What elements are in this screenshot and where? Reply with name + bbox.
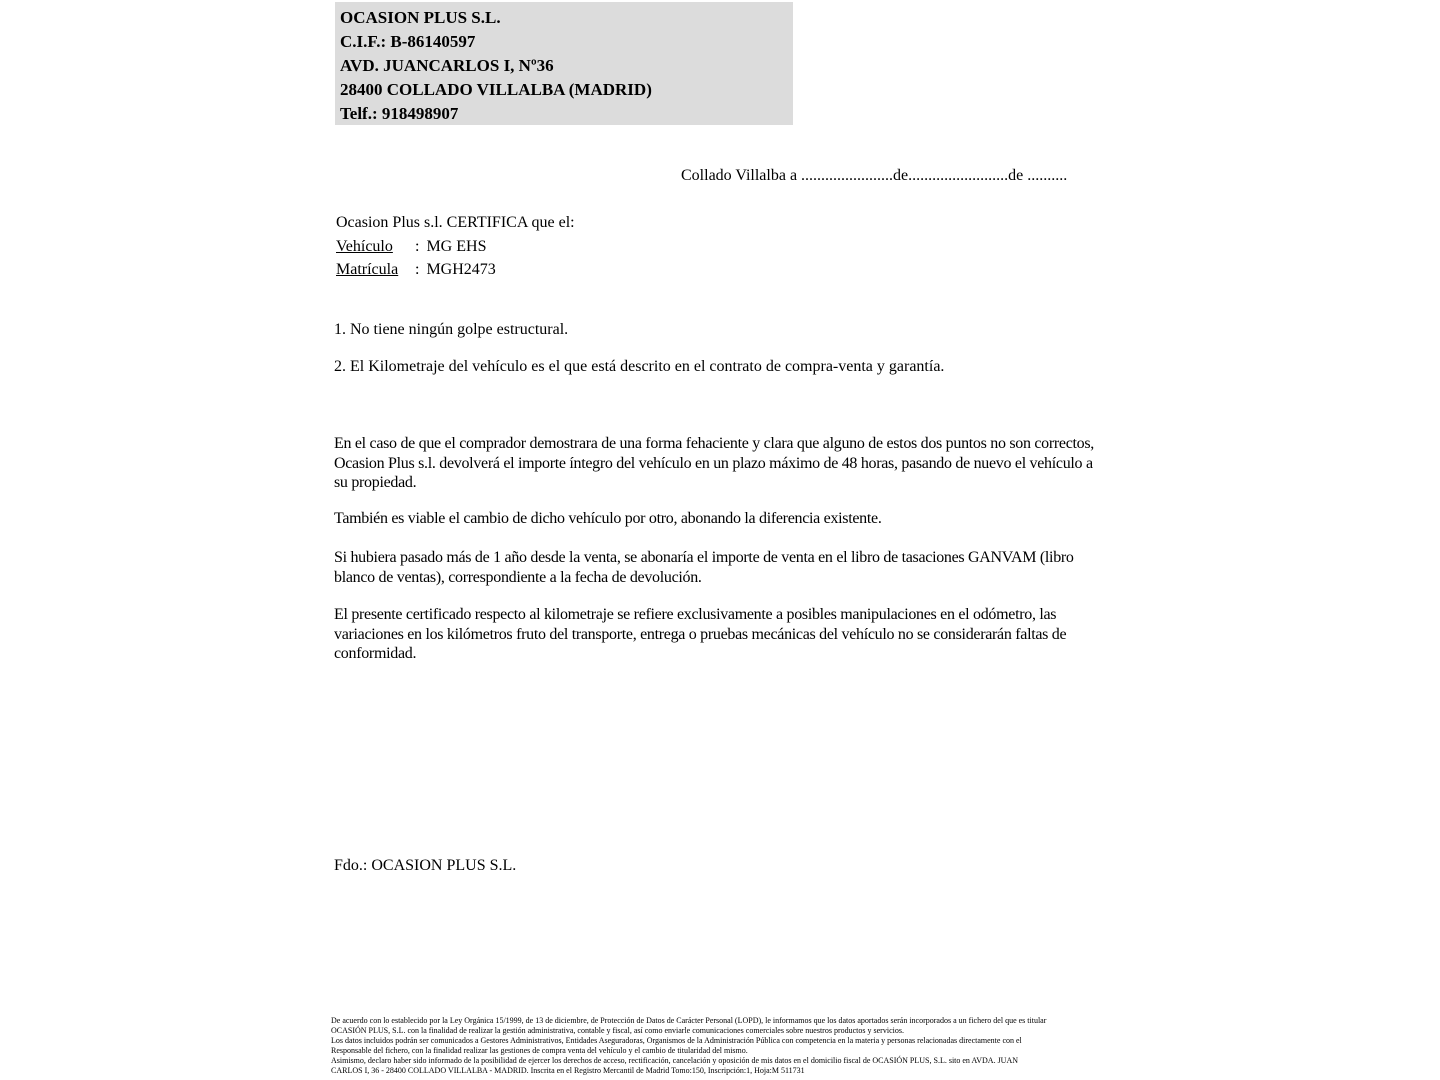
legal-footer-line: Responsable del fichero, con la finalidad realizar las gestiones de compra venta del vehículo y el cambio de titularidad del mismo. — [331, 1046, 748, 1055]
vehicle-label: Vehículo — [336, 237, 393, 255]
condition-list — [334, 320, 944, 394]
signature-line: Fdo.: OCASION PLUS S.L. — [334, 857, 517, 874]
company-name: OCASION PLUS S.L. — [340, 8, 501, 27]
certification-block — [336, 211, 575, 282]
body-paragraph-odometer: El presente certificado respecto al kilometraje se refiere exclusivamente a posibles manipulaciones en el odómetro, las variaciones en los kilómetros fruto del transporte, entrega o pruebas mecánicas del vehículo no se considerarán faltas de conformidad. — [334, 606, 1067, 662]
legal-footer-line: OCASIÓN PLUS, S.L. con la finalidad de realizar la gestión administrativa, contable y fiscal, así como enviarle comunicaciones comerciales sobre nuestros productos y servicios. — [331, 1026, 904, 1035]
company-header-box — [335, 2, 793, 125]
body-paragraph-refund: En el caso de que el comprador demostrara de una forma fehaciente y clara que alguno de estos dos puntos no son correctos, Ocasion Plus s.l. devolverá el importe íntegro del vehículo en un plazo máximo de 48 horas, pasando de nuevo el vehículo a su propiedad. — [334, 435, 1095, 491]
company-address: AVD. JUANCARLOS I, Nº36 — [340, 56, 554, 75]
plate-value: MGH2473 — [426, 261, 496, 278]
vehicle-field-row — [336, 235, 575, 259]
condition-item-2: 2. El Kilometraje del vehículo es el que está descrito en el contrato de compra-venta y garantía. — [334, 358, 945, 375]
legal-footer — [331, 1016, 1046, 1076]
body-paragraph-ganvam: Si hubiera pasado más de 1 año desde la venta, se abonaría el importe de venta en el libro de tasaciones GANVAM (libro blanco de ventas), correspondiente a la fecha de devolución. — [334, 549, 1074, 586]
date-line: Collado Villalba a .......................de.........................de .......... — [681, 167, 1068, 184]
company-phone: Telf.: 918498907 — [340, 104, 459, 123]
legal-footer-line: Asimismo, declaro haber sido informado de la posibilidad de ejercer los derechos de acceso, rectificación, cancelación y oposición de mis datos en el domicilio fiscal de OCASIÓN PLUS, S.L. sito en AVDA. JUAN — [331, 1056, 1019, 1065]
plate-separator: : — [415, 261, 420, 278]
plate-label: Matrícula — [336, 261, 399, 278]
plate-field-row — [336, 258, 575, 282]
condition-item-1: 1. No tiene ningún golpe estructural. — [334, 321, 569, 338]
vehicle-separator: : — [415, 237, 420, 255]
body-paragraph-exchange: También es viable el cambio de dicho vehículo por otro, abonando la diferencia existente. — [334, 509, 882, 527]
vehicle-value: MG EHS — [426, 237, 487, 255]
legal-footer-line: Los datos incluidos podrán ser comunicados a Gestores Administrativos, Entidades Aseguradoras, Organismos de la Administración Pública con competencia en la materia y personas relacionadas directamente con el — [331, 1036, 1022, 1045]
company-city: 28400 COLLADO VILLALBA (MADRID) — [340, 80, 652, 99]
company-cif: C.I.F.: B-86140597 — [340, 32, 476, 51]
body-paragraphs — [334, 434, 1100, 664]
certification-intro: Ocasion Plus s.l. CERTIFICA que el: — [336, 214, 575, 231]
legal-footer-line: De acuerdo con lo establecido por la Ley Orgánica 15/1999, de 13 de diciembre, de Protección de Datos de Carácter Personal (LOPD), le informamos que los datos aportados serán incorporados a un fichero del que es titular — [331, 1016, 1047, 1025]
legal-footer-line: CARLOS I, 36 - 28400 COLLADO VILLALBA - MADRID. Inscrita en el Registro Mercantil de Madrid Tomo:150, Inscripción:1, Hoja:M 511731 — [331, 1066, 805, 1075]
